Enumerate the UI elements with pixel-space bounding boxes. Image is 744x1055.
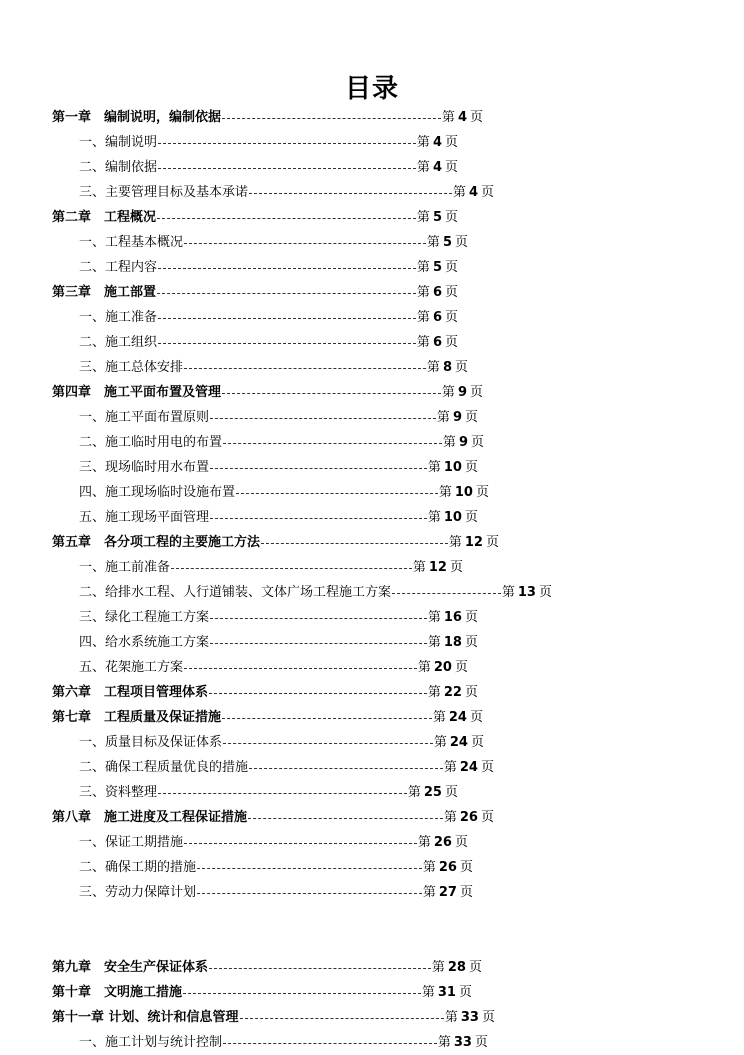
toc-entry-label: 第八章 施工进度及工程保证措施 <box>52 810 248 825</box>
page-suffix: 页 <box>464 510 478 525</box>
dot-leader <box>184 368 426 369</box>
dot-leader <box>209 693 427 694</box>
toc-page-number <box>438 1030 488 1055</box>
page-prefix: 第 <box>416 160 430 175</box>
dot-leader <box>261 543 448 544</box>
page-number-value: 26 <box>459 810 478 825</box>
page-suffix: 页 <box>480 810 494 825</box>
toc-page-number <box>422 980 472 1005</box>
toc-entry-label: 第七章 工程质量及保证措施 <box>52 710 222 725</box>
page-prefix: 第 <box>438 485 452 500</box>
toc-entry-label: 第二章 工程概况 <box>52 210 157 225</box>
page-suffix: 页 <box>444 135 458 150</box>
toc-entry-label: 一、施工前准备 <box>79 560 171 575</box>
toc-section-entry[interactable] <box>79 880 473 905</box>
toc-page-number <box>432 955 482 980</box>
toc-page-number <box>417 305 458 330</box>
toc-section-entry[interactable] <box>79 605 478 630</box>
dot-leader <box>158 793 407 794</box>
toc-entry-label: 一、保证工期措施 <box>79 835 184 850</box>
page-number-value: 4 <box>432 135 442 150</box>
page-suffix: 页 <box>475 485 489 500</box>
page-suffix: 页 <box>449 560 463 575</box>
page-prefix: 第 <box>412 560 426 575</box>
page-prefix: 第 <box>427 510 441 525</box>
page-number-value: 5 <box>432 260 442 275</box>
dot-leader <box>223 443 442 444</box>
dot-leader <box>197 868 422 869</box>
page-number-value: 4 <box>432 160 442 175</box>
dot-leader <box>197 893 422 894</box>
page-suffix: 页 <box>469 385 483 400</box>
page-prefix: 第 <box>442 435 456 450</box>
toc-entry-label: 第六章 工程项目管理体系 <box>52 685 209 700</box>
toc-entry-label: 二、工程内容 <box>79 260 158 275</box>
page-suffix: 页 <box>474 1035 488 1050</box>
toc-page-number <box>445 1005 495 1030</box>
page-number-value: 6 <box>432 335 442 350</box>
dot-leader <box>240 1018 444 1019</box>
toc-chapter-entry[interactable] <box>52 380 483 405</box>
page-number-value: 5 <box>442 235 452 250</box>
toc-page-number <box>428 630 478 655</box>
page-prefix: 第 <box>421 985 435 1000</box>
toc-section-entry[interactable] <box>79 505 478 530</box>
dot-leader <box>158 168 416 169</box>
page-number-value: 26 <box>433 835 452 850</box>
page-number-value: 4 <box>468 185 478 200</box>
page-prefix: 第 <box>416 210 430 225</box>
page-prefix: 第 <box>426 360 440 375</box>
page-prefix: 第 <box>431 960 445 975</box>
toc-section-entry[interactable] <box>79 855 473 880</box>
toc-entry-label: 四、施工现场临时设施布置 <box>79 485 236 500</box>
page-number-value: 20 <box>433 660 452 675</box>
page-suffix: 页 <box>485 535 499 550</box>
toc-page-number <box>417 205 458 230</box>
page-number-value: 12 <box>428 560 447 575</box>
toc-page-number <box>408 780 458 805</box>
page-prefix: 第 <box>443 810 457 825</box>
toc-section-entry[interactable] <box>79 780 458 805</box>
page-prefix: 第 <box>427 610 441 625</box>
dot-leader <box>184 843 417 844</box>
page-prefix: 第 <box>426 235 440 250</box>
page-prefix: 第 <box>416 260 430 275</box>
toc-page-number <box>433 705 483 730</box>
dot-leader <box>222 118 441 119</box>
page-suffix: 页 <box>454 360 468 375</box>
page-number-value: 9 <box>458 435 468 450</box>
toc-section-entry[interactable] <box>79 230 468 255</box>
toc-entry-label: 三、绿化工程施工方案 <box>79 610 210 625</box>
dot-leader <box>171 568 412 569</box>
toc-section-entry[interactable] <box>79 405 478 430</box>
page-suffix: 页 <box>464 635 478 650</box>
page-suffix: 页 <box>458 985 472 1000</box>
page-suffix: 页 <box>470 435 484 450</box>
toc-page-number <box>423 855 473 880</box>
dot-leader <box>249 193 452 194</box>
page-suffix: 页 <box>454 235 468 250</box>
toc-page-number <box>417 155 458 180</box>
page-number-value: 10 <box>443 510 462 525</box>
page-suffix: 页 <box>444 160 458 175</box>
dot-leader <box>236 493 438 494</box>
toc-page-number <box>417 255 458 280</box>
page-suffix: 页 <box>444 310 458 325</box>
page-suffix: 页 <box>464 410 478 425</box>
page-prefix: 第 <box>416 335 430 350</box>
page-suffix: 页 <box>468 960 482 975</box>
toc-entry-label: 一、质量目标及保证体系 <box>79 735 223 750</box>
page-prefix: 第 <box>417 660 431 675</box>
toc-entry-label: 第一章 编制说明，编制依据 <box>52 110 222 125</box>
page-suffix: 页 <box>444 785 458 800</box>
toc-entry-label: 二、施工组织 <box>79 335 158 350</box>
dot-leader <box>210 468 427 469</box>
toc-page-number <box>428 455 478 480</box>
toc-entry-label: 三、施工总体安排 <box>79 360 184 375</box>
page-prefix: 第 <box>436 410 450 425</box>
page-suffix: 页 <box>469 110 483 125</box>
page-title: 目录 <box>344 74 399 104</box>
toc-section-entry[interactable] <box>79 305 458 330</box>
toc-entry-label: 五、施工现场平面管理 <box>79 510 210 525</box>
page-prefix: 第 <box>417 835 431 850</box>
page-prefix: 第 <box>433 735 447 750</box>
toc-page-number <box>417 130 458 155</box>
toc-page-number <box>418 655 468 680</box>
page-suffix: 页 <box>454 835 468 850</box>
toc-entry-label: 一、施工平面布置原则 <box>79 410 210 425</box>
page-suffix: 页 <box>464 610 478 625</box>
toc-page-number <box>428 680 478 705</box>
toc-chapter-entry[interactable] <box>52 805 494 830</box>
page-number-value: 4 <box>457 110 467 125</box>
page-suffix: 页 <box>459 860 473 875</box>
toc-chapter-entry[interactable] <box>52 705 483 730</box>
dot-leader <box>222 393 441 394</box>
dot-leader <box>210 643 427 644</box>
page-number-value: 27 <box>438 885 457 900</box>
toc-entry-label: 一、编制说明 <box>79 135 158 150</box>
page-prefix: 第 <box>422 885 436 900</box>
toc-entry-label: 二、编制依据 <box>79 160 158 175</box>
toc-section-entry[interactable] <box>79 830 468 855</box>
dot-leader <box>158 343 416 344</box>
page-number-value: 31 <box>437 985 456 1000</box>
toc-page-number <box>453 180 494 205</box>
toc-entry-label: 二、确保工期的措施 <box>79 860 197 875</box>
dot-leader <box>223 743 433 744</box>
page-prefix: 第 <box>427 635 441 650</box>
page-number-value: 9 <box>457 385 467 400</box>
toc-page-number <box>434 730 484 755</box>
page-number-value: 6 <box>432 285 442 300</box>
toc-section-entry[interactable] <box>79 330 458 355</box>
toc-page-number <box>418 830 468 855</box>
dot-leader <box>184 243 426 244</box>
toc-entry-label: 三、现场临时用水布置 <box>79 460 210 475</box>
page-number-value: 28 <box>447 960 466 975</box>
toc-entry-label: 第十一章 计划、统计和信息管理 <box>52 1010 239 1025</box>
toc-section-entry[interactable] <box>79 555 463 580</box>
page-number-value: 25 <box>423 785 442 800</box>
dot-leader <box>210 618 427 619</box>
page-prefix: 第 <box>452 185 466 200</box>
toc-page-number <box>437 405 478 430</box>
dot-leader <box>248 818 443 819</box>
toc-entry-label: 二、确保工程质量优良的措施 <box>79 760 249 775</box>
page-number-value: 24 <box>459 760 478 775</box>
toc-entry-label: 一、施工准备 <box>79 310 158 325</box>
page-prefix: 第 <box>407 785 421 800</box>
toc-page-number <box>442 105 483 130</box>
toc-page-number <box>444 755 494 780</box>
page-prefix: 第 <box>416 310 430 325</box>
toc-entry-label: 第四章 施工平面布置及管理 <box>52 385 222 400</box>
toc-chapter-entry[interactable] <box>52 680 478 705</box>
page-number-value: 26 <box>438 860 457 875</box>
toc-section-entry[interactable] <box>79 730 484 755</box>
toc-section-entry[interactable] <box>79 580 552 605</box>
page-number-value: 10 <box>454 485 473 500</box>
page-suffix: 页 <box>444 335 458 350</box>
page-prefix: 第 <box>422 860 436 875</box>
page-number-value: 16 <box>443 610 462 625</box>
page-suffix: 页 <box>444 285 458 300</box>
dot-leader <box>183 993 421 994</box>
toc-page-number <box>442 380 483 405</box>
toc-page-number <box>444 805 494 830</box>
page-suffix: 页 <box>469 710 483 725</box>
page-number-value: 9 <box>452 410 462 425</box>
toc-section-entry[interactable] <box>79 480 489 505</box>
dot-leader <box>223 1043 437 1044</box>
page-prefix: 第 <box>427 460 441 475</box>
dot-leader <box>210 418 436 419</box>
dot-leader <box>392 593 501 594</box>
toc-entry-label: 三、主要管理目标及基本承诺 <box>79 185 249 200</box>
page-suffix: 页 <box>464 460 478 475</box>
page-suffix: 页 <box>444 210 458 225</box>
toc-page-number <box>423 880 473 905</box>
toc-section-entry[interactable] <box>79 255 458 280</box>
page-number-value: 13 <box>517 585 536 600</box>
toc-section-entry[interactable] <box>79 155 458 180</box>
toc-section-entry[interactable] <box>79 455 478 480</box>
toc-chapter-entry[interactable] <box>52 205 458 230</box>
toc-entry-label: 二、给排水工程、人行道铺装、文体广场工程施工方案 <box>79 585 392 600</box>
toc-page-number <box>417 280 458 305</box>
toc-section-entry[interactable] <box>79 755 494 780</box>
toc-page-number <box>428 505 478 530</box>
dot-leader <box>184 668 417 669</box>
toc-page-number <box>413 555 463 580</box>
toc-chapter-entry[interactable] <box>52 955 482 980</box>
toc-section-entry[interactable] <box>79 630 478 655</box>
toc-section-entry[interactable] <box>79 655 468 680</box>
page-prefix: 第 <box>437 1035 451 1050</box>
toc-entry-label: 四、给水系统施工方案 <box>79 635 210 650</box>
toc-entry-label: 一、施工计划与统计控制 <box>79 1035 223 1050</box>
page-number-value: 5 <box>432 210 442 225</box>
page-prefix: 第 <box>416 135 430 150</box>
page-number-value: 24 <box>448 710 467 725</box>
dot-leader <box>158 268 416 269</box>
page-number-value: 8 <box>442 360 452 375</box>
page-prefix: 第 <box>441 385 455 400</box>
page-number-value: 10 <box>443 460 462 475</box>
toc-entry-label: 三、资料整理 <box>79 785 158 800</box>
page-prefix: 第 <box>444 1010 458 1025</box>
toc-entry-label: 第五章 各分项工程的主要施工方法 <box>52 535 261 550</box>
toc-entry-label: 五、花架施工方案 <box>79 660 184 675</box>
page-suffix: 页 <box>459 885 473 900</box>
toc-entry-label: 一、工程基本概况 <box>79 235 184 250</box>
page-number-value: 33 <box>460 1010 479 1025</box>
toc-page-number <box>449 530 499 555</box>
toc-chapter-entry[interactable] <box>52 280 458 305</box>
toc-entry-label: 第十章 文明施工措施 <box>52 985 183 1000</box>
page-suffix: 页 <box>464 685 478 700</box>
toc-chapter-entry[interactable] <box>52 530 499 555</box>
dot-leader <box>210 518 427 519</box>
page-number-value: 24 <box>449 735 468 750</box>
page-prefix: 第 <box>448 535 462 550</box>
toc-section-entry[interactable] <box>79 355 468 380</box>
page-prefix: 第 <box>427 685 441 700</box>
page-number-value: 12 <box>464 535 483 550</box>
page-number-value: 22 <box>443 685 462 700</box>
page-number-value: 33 <box>453 1035 472 1050</box>
page-suffix: 页 <box>454 660 468 675</box>
toc-page-number <box>428 605 478 630</box>
toc-page-number <box>417 330 458 355</box>
page-prefix: 第 <box>501 585 515 600</box>
page-suffix: 页 <box>480 760 494 775</box>
page-number-value: 18 <box>443 635 462 650</box>
dot-leader <box>158 143 416 144</box>
page-prefix: 第 <box>416 285 430 300</box>
page-prefix: 第 <box>443 760 457 775</box>
dot-leader <box>209 968 431 969</box>
dot-leader <box>157 293 416 294</box>
toc-section-entry[interactable] <box>79 1030 488 1055</box>
toc-page-number <box>439 480 489 505</box>
toc-section-entry[interactable] <box>79 180 494 205</box>
dot-leader <box>157 218 416 219</box>
toc-chapter-entry[interactable] <box>52 105 483 130</box>
dot-leader <box>158 318 416 319</box>
toc-chapter-entry[interactable] <box>52 980 472 1005</box>
toc-chapter-entry[interactable] <box>52 1005 495 1030</box>
page-suffix: 页 <box>444 260 458 275</box>
toc-section-entry[interactable] <box>79 130 458 155</box>
toc-page-number <box>427 355 468 380</box>
dot-leader <box>249 768 443 769</box>
toc-section-entry[interactable] <box>79 430 484 455</box>
page-prefix: 第 <box>432 710 446 725</box>
page-suffix: 页 <box>538 585 552 600</box>
toc-page-number <box>502 580 552 605</box>
page-suffix: 页 <box>470 735 484 750</box>
dot-leader <box>222 718 432 719</box>
toc-entry-label: 第三章 施工部置 <box>52 285 157 300</box>
page-prefix: 第 <box>441 110 455 125</box>
toc-page-number <box>443 430 484 455</box>
page-number-value: 6 <box>432 310 442 325</box>
toc-page-number <box>427 230 468 255</box>
page-suffix: 页 <box>481 1010 495 1025</box>
toc-entry-label: 二、施工临时用电的布置 <box>79 435 223 450</box>
page-suffix: 页 <box>480 185 494 200</box>
toc-entry-label: 三、劳动力保障计划 <box>79 885 197 900</box>
toc-entry-label: 第九章 安全生产保证体系 <box>52 960 209 975</box>
